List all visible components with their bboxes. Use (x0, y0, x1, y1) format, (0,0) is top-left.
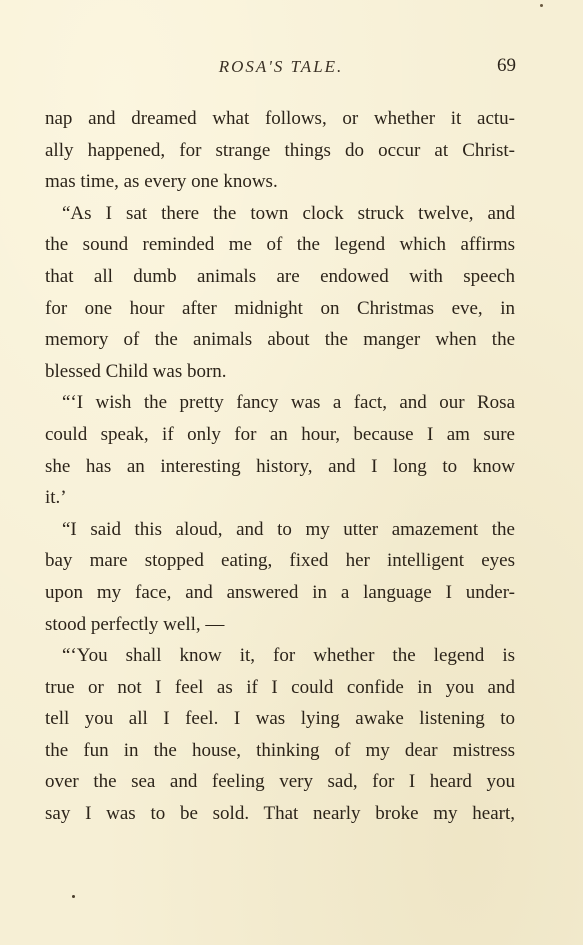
text-line: it.’ (45, 487, 67, 509)
text-line: blessed Child was born. (45, 360, 227, 382)
text-line: memory of the animals about the manger when the (45, 329, 515, 351)
page-number: 69 (497, 55, 516, 76)
text-line: she has an interesting history, and I long to know (45, 455, 515, 477)
text-line: the sound reminded me of the legend which affirms (45, 234, 515, 256)
text-line: “‘You shall know it, for whether the legend is (62, 645, 515, 667)
text-line: the fun in the house, thinking of my dear mistress (45, 739, 515, 761)
text-line: ally happened, for strange things do occur at Christ- (45, 139, 515, 161)
running-head: ROSA'S TALE. (218, 57, 344, 76)
page-header (46, 55, 516, 85)
text-line: for one hour after midnight on Christmas eve, in (45, 297, 515, 319)
body-text (45, 103, 515, 830)
text-line: could speak, if only for an hour, because I am sure (45, 423, 515, 445)
ink-speck (72, 895, 75, 898)
text-line: stood perfectly well, — (45, 613, 225, 635)
text-line: nap and dreamed what follows, or whether it actu- (45, 108, 515, 129)
page-blemish (540, 4, 543, 7)
text-line: say I was to be sold. That nearly broke my heart, (45, 803, 515, 825)
text-line: upon my face, and answered in a language I under- (45, 581, 515, 603)
text-line: “I said this aloud, and to my utter amazement the (62, 518, 515, 540)
text-line: over the sea and feeling very sad, for I heard you (45, 771, 515, 793)
text-line: that all dumb animals are endowed with speech (45, 265, 515, 287)
text-line: true or not I feel as if I could confide in you and (45, 676, 515, 698)
text-line: “As I sat there the town clock struck twelve, and (62, 202, 515, 224)
text-line: “‘I wish the pretty fancy was a fact, and our Rosa (62, 392, 515, 414)
text-line: mas time, as every one knows. (45, 171, 278, 193)
text-line: bay mare stopped eating, fixed her intelligent eyes (45, 550, 515, 572)
text-line: tell you all I feel. I was lying awake listening to (45, 708, 515, 730)
